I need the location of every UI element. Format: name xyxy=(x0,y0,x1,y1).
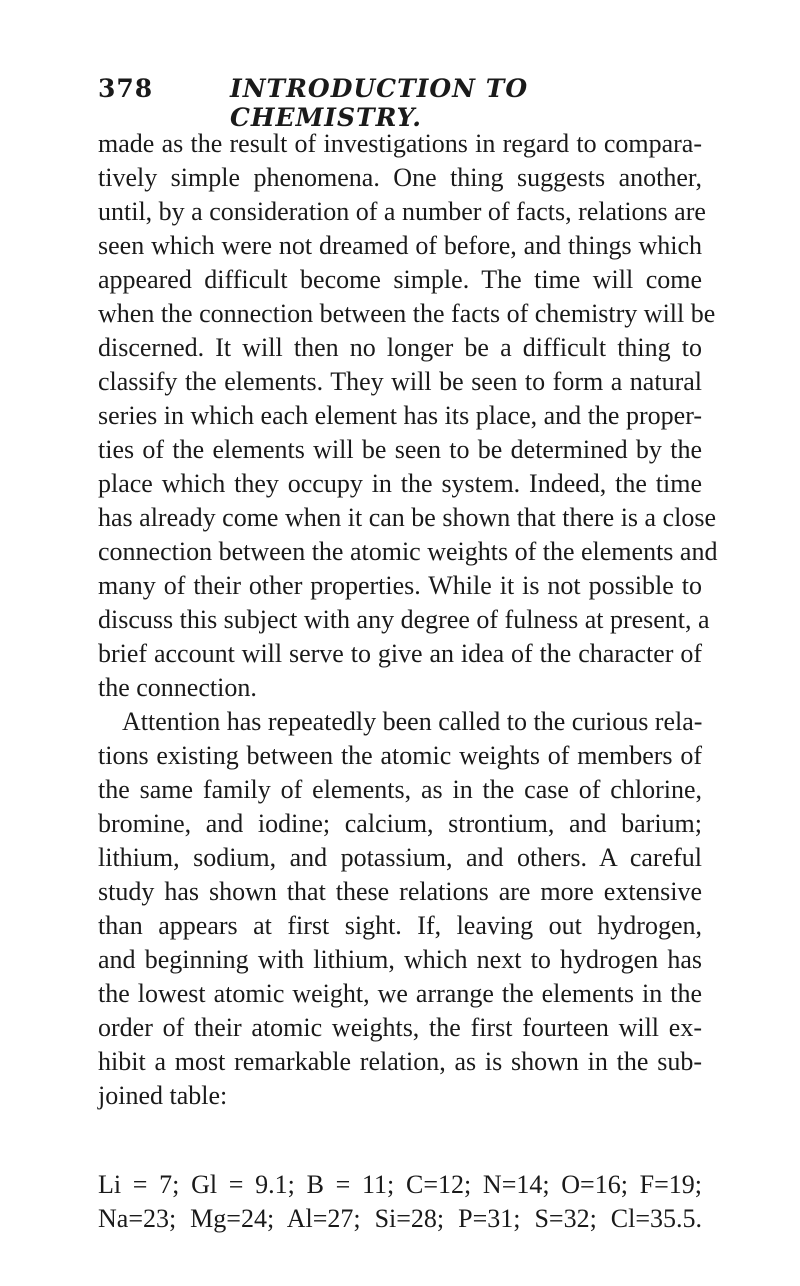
text-line: discerned. It will then no longer be a difficult thing to xyxy=(98,333,702,362)
text-line: seen which were not dreamed of before, and things which xyxy=(98,231,702,260)
text-line: lithium, sodium, and potassium, and others. A careful xyxy=(98,843,702,872)
text-line: the lowest atomic weight, we arrange the elements in the xyxy=(98,979,702,1008)
text-line: connection between the atomic weights of the elements and xyxy=(98,537,718,566)
text-line: classify the elements. They will be seen to form a natural xyxy=(98,367,702,396)
text-line: appeared difficult become simple. The time will come xyxy=(98,265,702,294)
text-line: many of their other properties. While it is not possible to xyxy=(98,571,702,600)
text-line: has already come when it can be shown that there is a close xyxy=(98,503,716,532)
text-line: when the connection between the facts of chemistry will be xyxy=(98,299,716,328)
text-line: until, by a consideration of a number of facts, relations are xyxy=(98,197,706,226)
formula-line: Li = 7; Gl = 9.1; B = 11; C=12; N=14; O=16; F=19; xyxy=(98,1170,702,1199)
text-line: tively simple phenomena. One thing suggests another, xyxy=(98,163,702,192)
paragraph-1 xyxy=(98,127,718,705)
text-line: brief account will serve to give an idea of the character of xyxy=(98,639,702,668)
text-line: study has shown that these relations are more extensive xyxy=(98,877,702,906)
text-line: place which they occupy in the system. Indeed, the time xyxy=(98,469,702,498)
page-header xyxy=(98,74,702,132)
text-line: tions existing between the atomic weights of members of xyxy=(98,741,702,770)
text-line: hibit a most remarkable relation, as is shown in the sub- xyxy=(98,1047,702,1076)
text-line: series in which each element has its place, and the proper- xyxy=(98,401,702,430)
text-line: the connection. xyxy=(98,673,257,702)
text-line: joined table: xyxy=(98,1081,228,1110)
text-line: made as the result of investigations in regard to compara- xyxy=(98,129,702,158)
text-line: bromine, and iodine; calcium, strontium, and barium; xyxy=(98,809,702,838)
text-line: the same family of elements, as in the case of chlorine, xyxy=(98,775,702,804)
text-line: order of their atomic weights, the first fourteen will ex- xyxy=(98,1013,702,1042)
text-line: and beginning with lithium, which next to hydrogen has xyxy=(98,945,702,974)
text-line: than appears at first sight. If, leaving out hydrogen, xyxy=(98,911,702,940)
page-number: 378 xyxy=(98,74,154,103)
paragraph-2 xyxy=(98,705,702,1113)
formula-line: Na=23; Mg=24; Al=27; Si=28; P=31; S=32; Cl=35.5. xyxy=(98,1204,702,1233)
text-line: discuss this subject with any degree of fulness at present, a xyxy=(98,605,710,634)
atomic-weights-table xyxy=(98,1168,702,1236)
text-line: ties of the elements will be seen to be determined by the xyxy=(98,435,702,464)
text-line: Attention has repeatedly been called to the curious rela- xyxy=(122,707,703,736)
body-text xyxy=(98,127,718,1113)
running-title: INTRODUCTION TO CHEMISTRY. xyxy=(230,74,529,132)
